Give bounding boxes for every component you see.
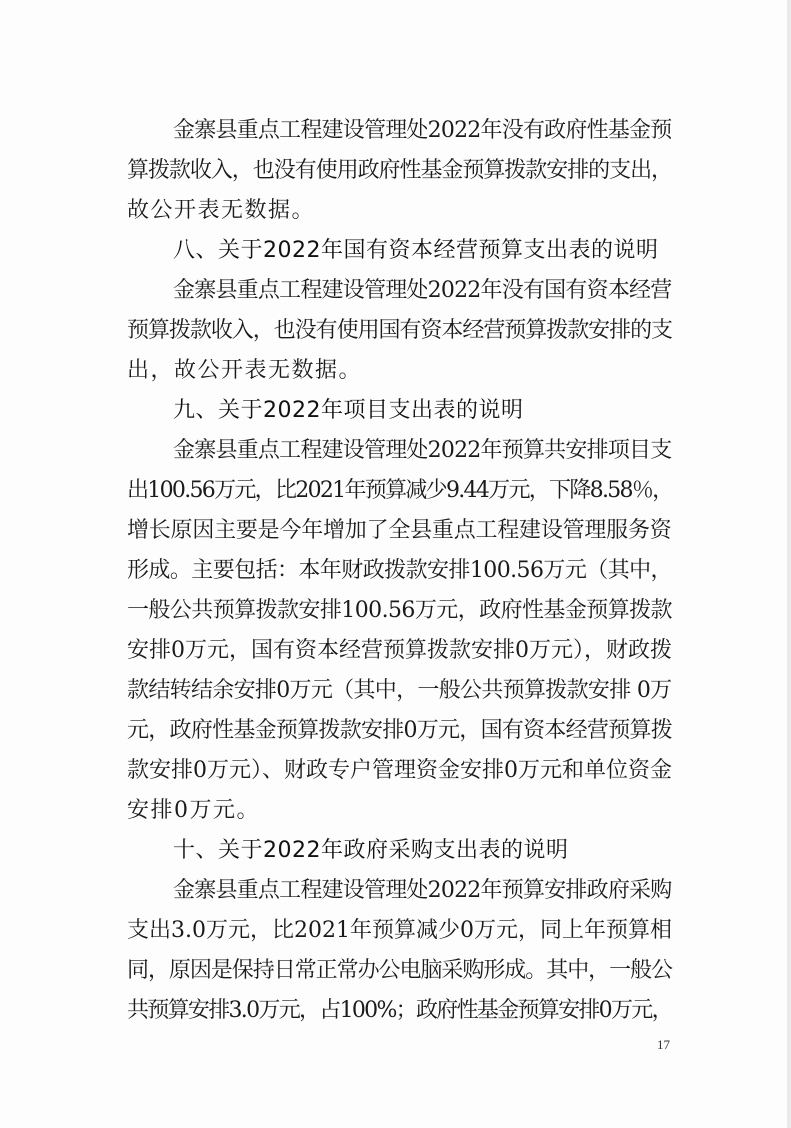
section-heading-9: 九、关于2022年项目支出表的说明 xyxy=(173,398,524,423)
section-heading-8: 八、关于2022年国有资本经营预算支出表的说明 xyxy=(173,238,659,263)
paragraph-line: 金寨县重点工程建设管理处2022年没有政府性基金预 xyxy=(173,118,672,143)
paragraph-line: 算拨款收入，也没有使用政府性基金预算拨款安排的支出， xyxy=(127,158,673,183)
paragraph-line: 款安排0万元）、财政专户管理资金安排0万元和单位资金 xyxy=(127,758,672,783)
paragraph-line: 元，政府性基金预算拨款安排0万元，国有资本经营预算拨 xyxy=(127,718,672,743)
paragraph-line: 故公开表无数据。 xyxy=(127,198,316,223)
scan-edge xyxy=(787,0,791,1128)
paragraph-line: 金寨县重点工程建设管理处2022年预算共安排项目支 xyxy=(173,438,672,463)
paragraph-line: 支出3.0万元，比2021年预算减少0万元，同上年预算相 xyxy=(127,918,672,943)
paragraph-line: 金寨县重点工程建设管理处2022年预算安排政府采购 xyxy=(173,878,672,903)
paragraph-line: 出100.56万元，比2021年预算减少9.44万元，下降8.58％， xyxy=(127,478,673,503)
paragraph-line: 预算拨款收入，也没有使用国有资本经营预算拨款安排的支 xyxy=(127,318,673,343)
paragraph-line: 出，故公开表无数据。 xyxy=(127,358,363,383)
paragraph-line: 形成。主要包括：本年财政拨款安排100.56万元（其中， xyxy=(127,558,672,583)
paragraph-line: 安排0万元，国有资本经营预算拨款安排0万元），财政拨 xyxy=(127,638,672,663)
paragraph-line: 同，原因是保持日常正常办公电脑采购形成。其中，一般公 xyxy=(127,958,673,983)
paragraph-line: 款结转结余安排0万元（其中，一般公共预算拨款安排 0万 xyxy=(127,678,672,703)
paragraph-line: 安排0万元。 xyxy=(127,798,260,823)
page-number: 17 xyxy=(657,1037,670,1052)
paragraph-line: 一般公共预算拨款安排100.56万元，政府性基金预算拨款 xyxy=(127,598,672,623)
paragraph-line: 金寨县重点工程建设管理处2022年没有国有资本经营 xyxy=(173,278,672,303)
paragraph-line: 增长原因主要是今年增加了全县重点工程建设管理服务资 xyxy=(127,518,672,543)
section-heading-10: 十、关于2022年政府采购支出表的说明 xyxy=(173,838,569,863)
paragraph-line: 共预算安排3.0万元，占100%；政府性基金预算安排0万元， xyxy=(127,998,672,1023)
